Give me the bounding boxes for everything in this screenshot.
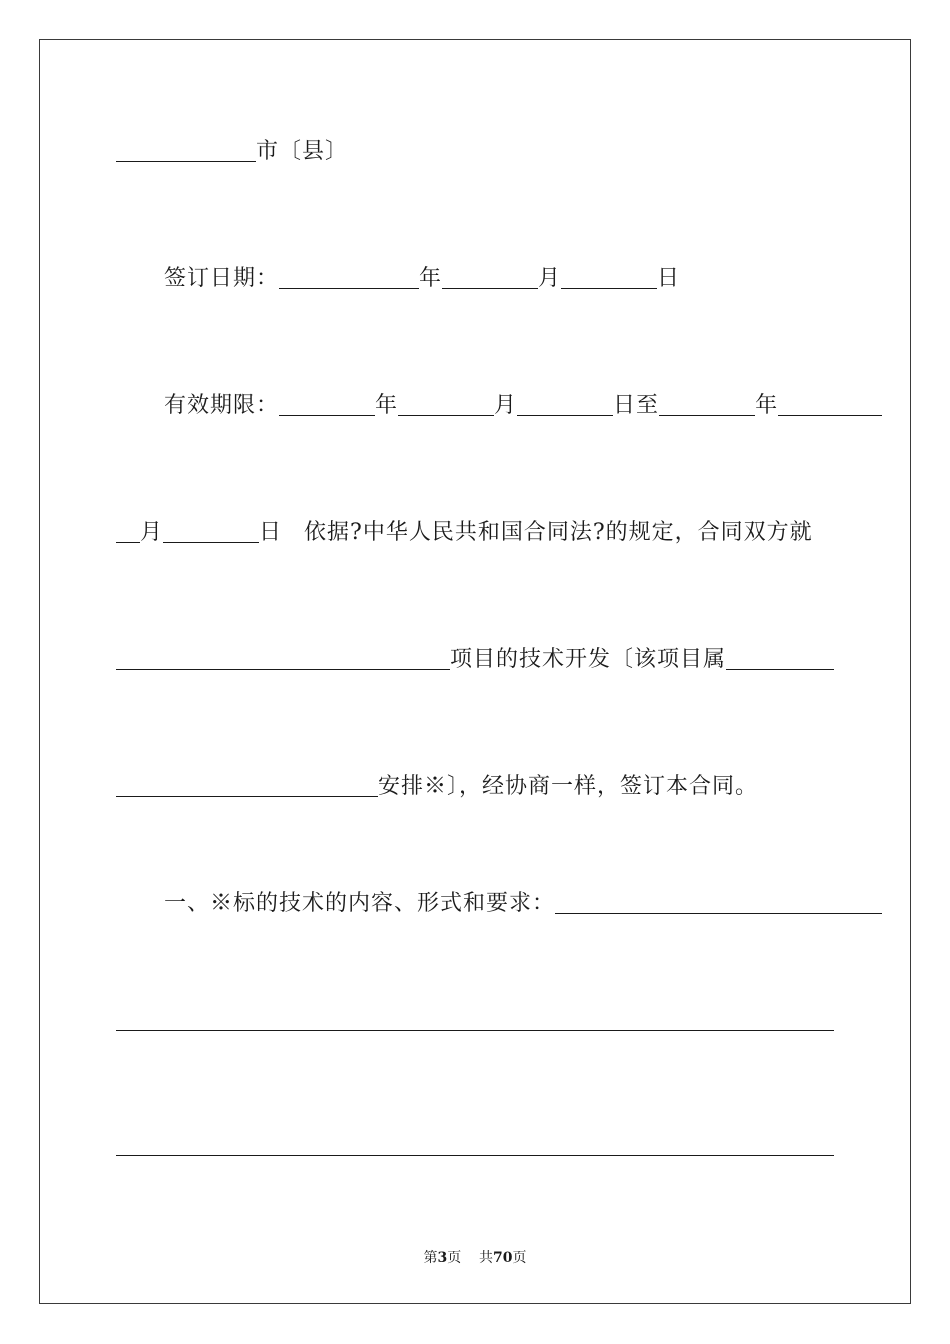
day-label: 日 bbox=[259, 520, 283, 545]
validity-period-line bbox=[116, 380, 882, 420]
plan-text: 安排※〕，经协商一样，签订本合同。 bbox=[378, 774, 759, 799]
start-year-blank[interactable] bbox=[279, 393, 375, 416]
project-name-blank[interactable] bbox=[116, 647, 450, 670]
writing-line[interactable] bbox=[116, 1155, 834, 1156]
total-pages-number: 70 bbox=[493, 1250, 513, 1266]
validity-period-label: 有效期限： bbox=[164, 393, 280, 418]
section-one-heading bbox=[116, 878, 882, 918]
signing-date-label: 签订日期： bbox=[164, 266, 280, 291]
month-label: 月 bbox=[538, 266, 562, 291]
end-month-blank-cont[interactable] bbox=[116, 520, 140, 543]
project-text: 项目的技术开发〔该项目属 bbox=[450, 647, 727, 672]
section-one-blank[interactable] bbox=[555, 891, 882, 914]
signing-year-blank[interactable] bbox=[279, 266, 419, 289]
end-year-blank[interactable] bbox=[659, 393, 755, 416]
city-blank[interactable] bbox=[116, 139, 256, 162]
month-label: 月 bbox=[494, 393, 518, 418]
plan-blank[interactable] bbox=[116, 774, 378, 797]
plan-line bbox=[116, 761, 834, 801]
signing-date-line bbox=[116, 253, 882, 293]
footer-prefix: 第 bbox=[423, 1250, 438, 1266]
section-one-label: 一、※标的技术的内容、形式和要求： bbox=[164, 891, 556, 916]
day-to-label: 日至 bbox=[613, 393, 660, 418]
year-label: 年 bbox=[419, 266, 443, 291]
city-county-label: 市〔县〕 bbox=[256, 139, 349, 164]
end-month-blank-start[interactable] bbox=[778, 393, 882, 416]
project-category-blank[interactable] bbox=[726, 647, 834, 670]
page-footer bbox=[0, 1247, 950, 1267]
footer-total-prefix: 共 bbox=[479, 1250, 494, 1266]
end-day-blank[interactable] bbox=[163, 520, 259, 543]
city-county-line bbox=[116, 126, 834, 166]
month-label: 月 bbox=[140, 520, 164, 545]
day-label: 日 bbox=[657, 266, 681, 291]
writing-line[interactable] bbox=[116, 1030, 834, 1031]
footer-total-unit: 页 bbox=[512, 1250, 527, 1266]
start-day-blank[interactable] bbox=[517, 393, 613, 416]
signing-month-blank[interactable] bbox=[442, 266, 538, 289]
footer-page-unit: 页 bbox=[447, 1250, 462, 1266]
signing-day-blank[interactable] bbox=[561, 266, 657, 289]
start-month-blank[interactable] bbox=[398, 393, 494, 416]
legal-basis-line bbox=[116, 507, 834, 547]
project-line bbox=[116, 634, 834, 674]
legal-basis-text: 依据?中华人民共和国合同法?的规定，合同双方就 bbox=[304, 520, 813, 545]
year-label: 年 bbox=[375, 393, 399, 418]
year-label: 年 bbox=[755, 393, 779, 418]
current-page-number: 3 bbox=[437, 1250, 448, 1266]
